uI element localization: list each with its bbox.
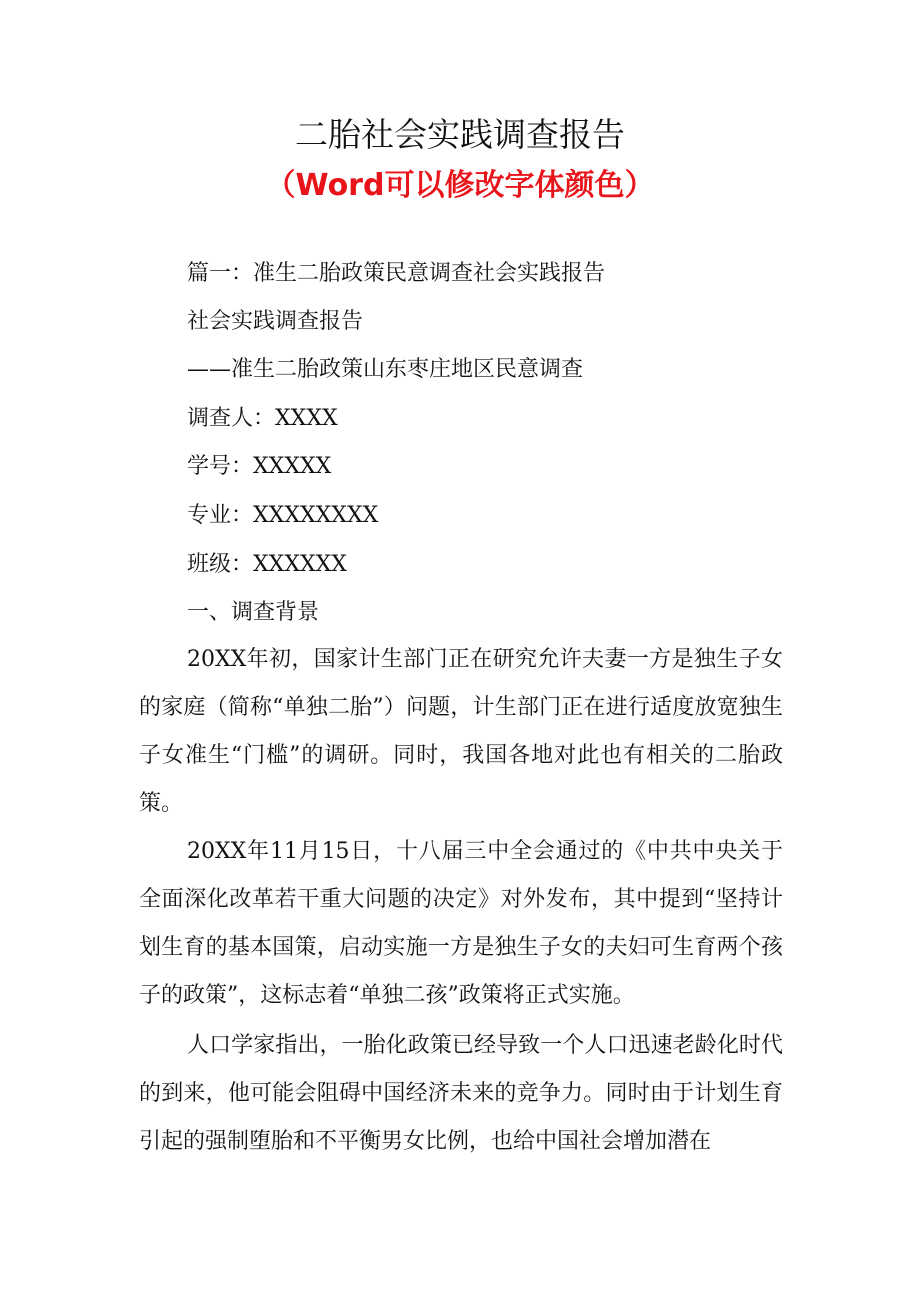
section-heading-background: 一、调查背景 bbox=[187, 600, 320, 625]
report-subheading: ——准生二胎政策山东枣庄地区民意调查 bbox=[187, 357, 584, 382]
section-heading-part-one: 篇一：准生二胎政策民意调查社会实践报告 bbox=[187, 261, 606, 286]
body-paragraph: 20XX年初，国家计生部门正在研究允许夫妻一方是独生子女的家庭（简称“单独二胎”）问题，计生部门正在进行适度放宽独生子女准生“门槛”的调研。同时，我国各地对此也有相关的二胎政策。 bbox=[139, 647, 783, 816]
body-paragraph: 人口学家指出，一胎化政策已经导致一个人口迅速老龄化时代的到来，他可能会阻碍中国经济未来的竞争力。同时由于计划生育引起的强制堕胎和不平衡男女比例，也给中国社会增加潜在 bbox=[139, 1033, 783, 1154]
major-line: 专业：XXXXXXXX bbox=[187, 503, 379, 528]
document-subtitle: （Word可以修改字体颜色） bbox=[265, 168, 655, 203]
document-title: 二胎社会实践调查报告 bbox=[295, 115, 625, 154]
student-id-line: 学号：XXXXX bbox=[187, 454, 332, 479]
investigator-line: 调查人：XXXX bbox=[187, 406, 338, 431]
report-heading: 社会实践调查报告 bbox=[187, 309, 364, 334]
class-line: 班级：XXXXXX bbox=[187, 552, 347, 577]
body-paragraph: 20XX年11月15日，十八届三中全会通过的《中共中央关于全面深化改革若干重大问题的决定》对外发布，其中提到“坚持计划生育的基本国策，启动实施一方是独生子女的夫妇可生育两个孩子的政策”，这标志着“单独二孩”政策将正式实施。 bbox=[139, 839, 783, 1008]
